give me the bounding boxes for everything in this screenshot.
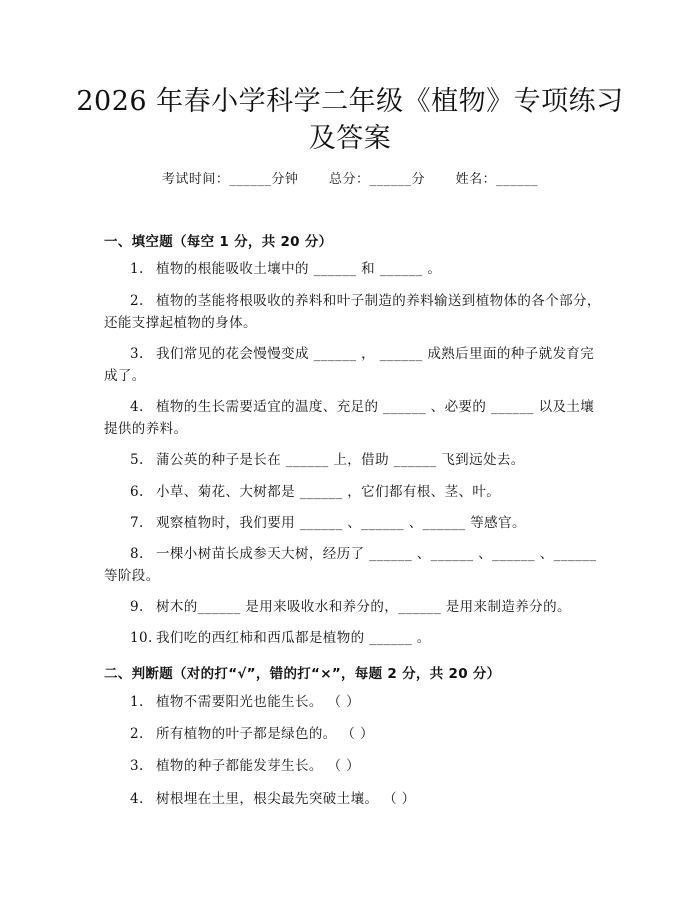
question-number: 9.	[130, 599, 144, 615]
fill-question-6	[104, 481, 602, 503]
page-title	[60, 83, 640, 157]
question-text: 植物不需要阳光也能生长。 （ ）	[156, 694, 360, 710]
total-score-label: 总分：______分	[328, 172, 425, 187]
question-text: 小草、菊花、大树都是 ______ ，它们都有根、茎、叶。	[156, 484, 501, 500]
fill-question-3	[104, 343, 602, 387]
fill-question-8	[104, 543, 602, 587]
judge-question-4	[104, 788, 602, 810]
question-number: 5.	[130, 452, 144, 468]
question-number: 2.	[130, 726, 144, 742]
question-number: 3.	[130, 346, 144, 362]
fill-question-2	[104, 290, 602, 334]
question-text: 蒲公英的种子是长在 ______ 上，借助 ______ 飞到远处去。	[156, 452, 525, 468]
title-line-2: 及答案	[308, 123, 392, 154]
judge-question-3	[104, 755, 602, 777]
question-text: 植物的生长需要适宜的温度、充足的 ______ 、必要的 ______ 以及土壤提供的养料。	[104, 399, 595, 437]
question-number: 1.	[130, 261, 144, 277]
question-number: 7.	[130, 515, 144, 531]
question-number: 3.	[130, 758, 144, 774]
question-text: 植物的种子都能发芽生长。 （ ）	[156, 758, 360, 774]
fill-question-7	[104, 512, 602, 534]
student-name-label: 姓名：______	[455, 172, 539, 187]
judge-question-2	[104, 723, 602, 745]
fill-question-1	[104, 258, 602, 280]
question-text: 树根埋在土里，根尖最先突破土壤。 （ ）	[156, 791, 416, 807]
section-2-title: 二、判断题（对的打“√”，错的打“×”，每题 2 分，共 20 分）	[104, 666, 501, 682]
question-text: 一棵小树苗长成参天大树，经历了 ______ 、______ 、______ 、______ 等阶段。	[104, 546, 597, 584]
question-number: 1.	[130, 694, 144, 710]
fill-question-5	[104, 449, 602, 471]
question-text: 植物的根能吸收土壤中的 ______ 和 ______ 。	[156, 261, 442, 277]
question-number: 8.	[130, 546, 144, 562]
question-text: 所有植物的叶子都是绿色的。 （ ）	[156, 726, 374, 742]
fill-question-10	[104, 627, 602, 649]
exam-time-label: 考试时间：______分钟	[161, 172, 299, 187]
question-number: 10.	[130, 630, 153, 646]
section-1-title: 一、填空题（每空 1 分，共 20 分）	[104, 234, 333, 250]
judge-question-1	[104, 691, 602, 713]
question-number: 4.	[130, 791, 144, 807]
question-text: 观察植物时，我们要用 ______ 、______ 、______ 等感官。	[156, 515, 526, 531]
question-text: 我们吃的西红柿和西瓜都是植物的 ______ 。	[156, 630, 431, 646]
question-text: 树木的______ 是用来吸收水和养分的，______ 是用来制造养分的。	[156, 599, 571, 615]
title-line-1: 2026 年春小学科学二年级《植物》专项练习	[76, 86, 624, 117]
question-text: 植物的茎能将根吸收的养料和叶子制造的养料输送到植物体的各个部分，还能支撑起植物的身体。	[104, 293, 601, 331]
question-text: 我们常见的花会慢慢变成 ______ ， ______ 成熟后里面的种子就发育完成了。	[104, 346, 595, 384]
exam-meta	[0, 168, 700, 187]
question-number: 2.	[130, 293, 144, 309]
question-number: 6.	[130, 484, 144, 500]
fill-question-4	[104, 396, 602, 440]
question-number: 4.	[130, 399, 144, 415]
fill-question-9	[104, 596, 602, 618]
